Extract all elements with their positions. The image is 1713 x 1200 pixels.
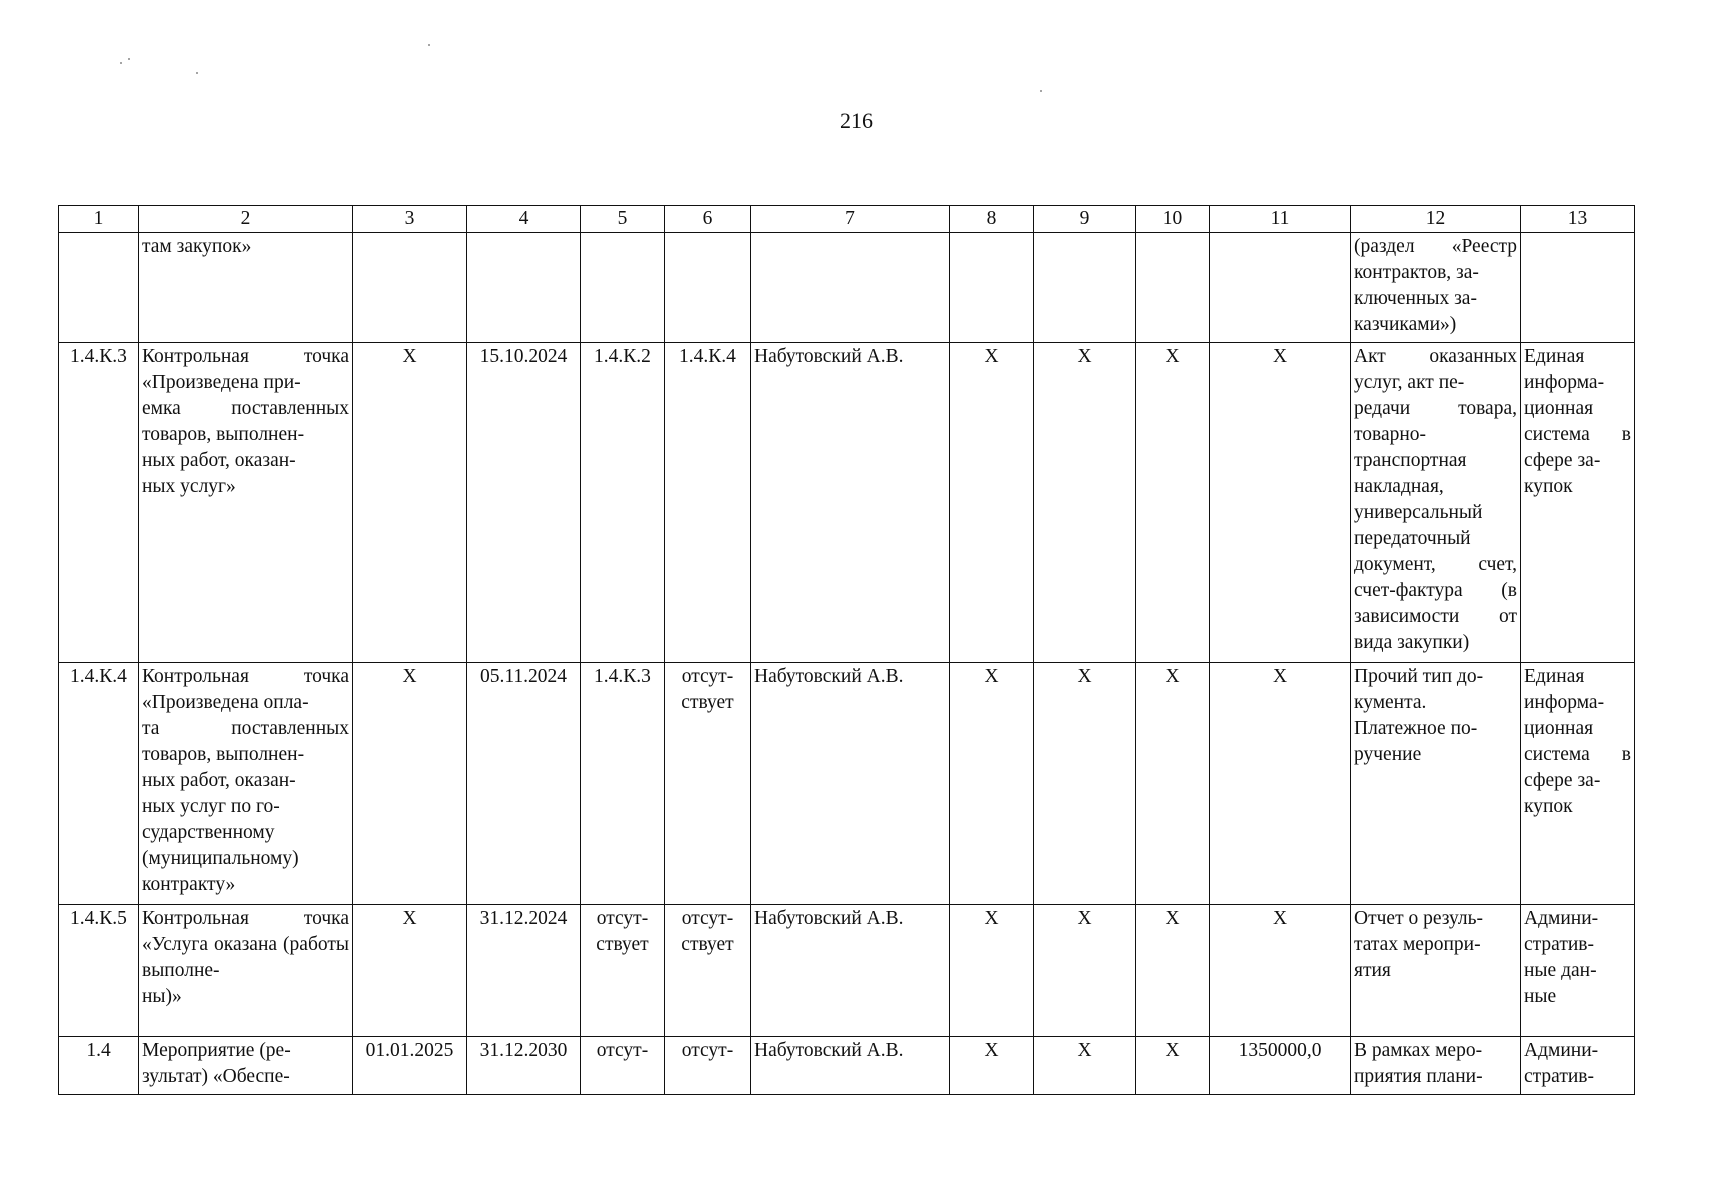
column-number: 13 (1521, 206, 1635, 233)
cell-c8 (950, 233, 1034, 343)
cell-c11: 1350000,0 (1210, 1037, 1351, 1095)
column-number: 9 (1034, 206, 1136, 233)
cell-c3: X (353, 905, 467, 1037)
cell-c11 (1210, 233, 1351, 343)
table-row (59, 905, 1635, 1037)
column-number: 12 (1351, 206, 1521, 233)
scan-speck (1040, 90, 1042, 92)
row-number (59, 233, 139, 343)
cell-successor: отсут- (665, 1037, 751, 1095)
row-title: Мероприятие (ре- зультат) «Обеспе- (139, 1037, 353, 1095)
cell-c3 (353, 233, 467, 343)
column-number: 7 (751, 206, 950, 233)
cell-c11: X (1210, 663, 1351, 905)
cell-responsible: Набутовский А.В. (751, 663, 950, 905)
column-number: 2 (139, 206, 353, 233)
cell-responsible: Набутовский А.В. (751, 1037, 950, 1095)
cell-predecessor: отсут- ствует (581, 905, 665, 1037)
row-title: Контрольная точка «Услуга оказана (работы выполне- ны)» (139, 905, 353, 1037)
column-number: 3 (353, 206, 467, 233)
cell-c9 (1034, 233, 1136, 343)
column-number: 4 (467, 206, 581, 233)
scan-speck (128, 58, 130, 60)
cell-c8: X (950, 1037, 1034, 1095)
table-row (59, 343, 1635, 663)
cell-c3: X (353, 663, 467, 905)
cell-info-system: Единая информа- ционная система в сфере за- купок (1521, 663, 1635, 905)
page-number: 216 (840, 108, 873, 133)
cell-c9: X (1034, 343, 1136, 663)
cell-predecessor: 1.4.К.3 (581, 663, 665, 905)
row-number: 1.4.К.3 (59, 343, 139, 663)
row-title: Контрольная точка «Произведена опла- та поставленных товаров, выполнен- ных работ, оказан- ных услуг по го- сударственному (муниципальному) контракту» (139, 663, 353, 905)
column-number: 1 (59, 206, 139, 233)
cell-start-date: 31.12.2024 (467, 905, 581, 1037)
cell-successor (665, 233, 751, 343)
cell-info-system (1521, 233, 1635, 343)
scan-speck (120, 62, 122, 64)
cell-start-date (467, 233, 581, 343)
cell-successor: отсут- ствует (665, 905, 751, 1037)
row-number: 1.4.К.5 (59, 905, 139, 1037)
cell-info-system: Единая информа- ционная система в сфере за- купок (1521, 343, 1635, 663)
cell-c10: X (1136, 663, 1210, 905)
cell-c10: X (1136, 1037, 1210, 1095)
cell-successor: отсут- ствует (665, 663, 751, 905)
column-number: 11 (1210, 206, 1351, 233)
cell-document-type: Акт оказанных услуг, акт пе- редачи товара, товарно- транспортная накладная, универсальный передаточный документ, счет, счет-фактура (в зависимости от вида закупки) (1351, 343, 1521, 663)
row-title: Контрольная точка «Произведена при- емка поставленных товаров, выполнен- ных работ, оказан- ных услуг» (139, 343, 353, 663)
column-number: 6 (665, 206, 751, 233)
cell-c9: X (1034, 663, 1136, 905)
cell-document-type: Прочий тип до- кумента. Платежное по- ручение (1351, 663, 1521, 905)
column-number: 5 (581, 206, 665, 233)
cell-c10 (1136, 233, 1210, 343)
cell-c9: X (1034, 1037, 1136, 1095)
column-number: 8 (950, 206, 1034, 233)
cell-c9: X (1034, 905, 1136, 1037)
cell-info-system: Админи- стратив- (1521, 1037, 1635, 1095)
table-row (59, 233, 1635, 343)
row-number: 1.4 (59, 1037, 139, 1095)
table-row (59, 1037, 1635, 1095)
scan-speck (196, 72, 198, 74)
cell-start-date: 31.12.2030 (467, 1037, 581, 1095)
cell-info-system: Админи- стратив- ные дан- ные (1521, 905, 1635, 1037)
scan-speck (428, 44, 430, 46)
cell-document-type: В рамках меро- приятия плани- (1351, 1037, 1521, 1095)
cell-successor: 1.4.К.4 (665, 343, 751, 663)
row-number: 1.4.К.4 (59, 663, 139, 905)
cell-start-date: 15.10.2024 (467, 343, 581, 663)
cell-predecessor (581, 233, 665, 343)
cell-c10: X (1136, 905, 1210, 1037)
cell-c11: X (1210, 905, 1351, 1037)
cell-c11: X (1210, 343, 1351, 663)
cell-c10: X (1136, 343, 1210, 663)
cell-responsible: Набутовский А.В. (751, 343, 950, 663)
cell-c8: X (950, 905, 1034, 1037)
cell-c3: X (353, 343, 467, 663)
cell-c3: 01.01.2025 (353, 1037, 467, 1095)
table-row (59, 663, 1635, 905)
column-number: 10 (1136, 206, 1210, 233)
cell-c8: X (950, 663, 1034, 905)
cell-predecessor: отсут- (581, 1037, 665, 1095)
measures-table (58, 205, 1635, 1095)
cell-document-type: Отчет о резуль- татах меропри- ятия (1351, 905, 1521, 1037)
row-title: там закупок» (139, 233, 353, 343)
cell-predecessor: 1.4.К.2 (581, 343, 665, 663)
column-number-row (59, 206, 1635, 233)
cell-c8: X (950, 343, 1034, 663)
cell-document-type: (раздел «Реестр контрактов, за- ключенных за- казчиками») (1351, 233, 1521, 343)
cell-responsible (751, 233, 950, 343)
cell-start-date: 05.11.2024 (467, 663, 581, 905)
cell-responsible: Набутовский А.В. (751, 905, 950, 1037)
